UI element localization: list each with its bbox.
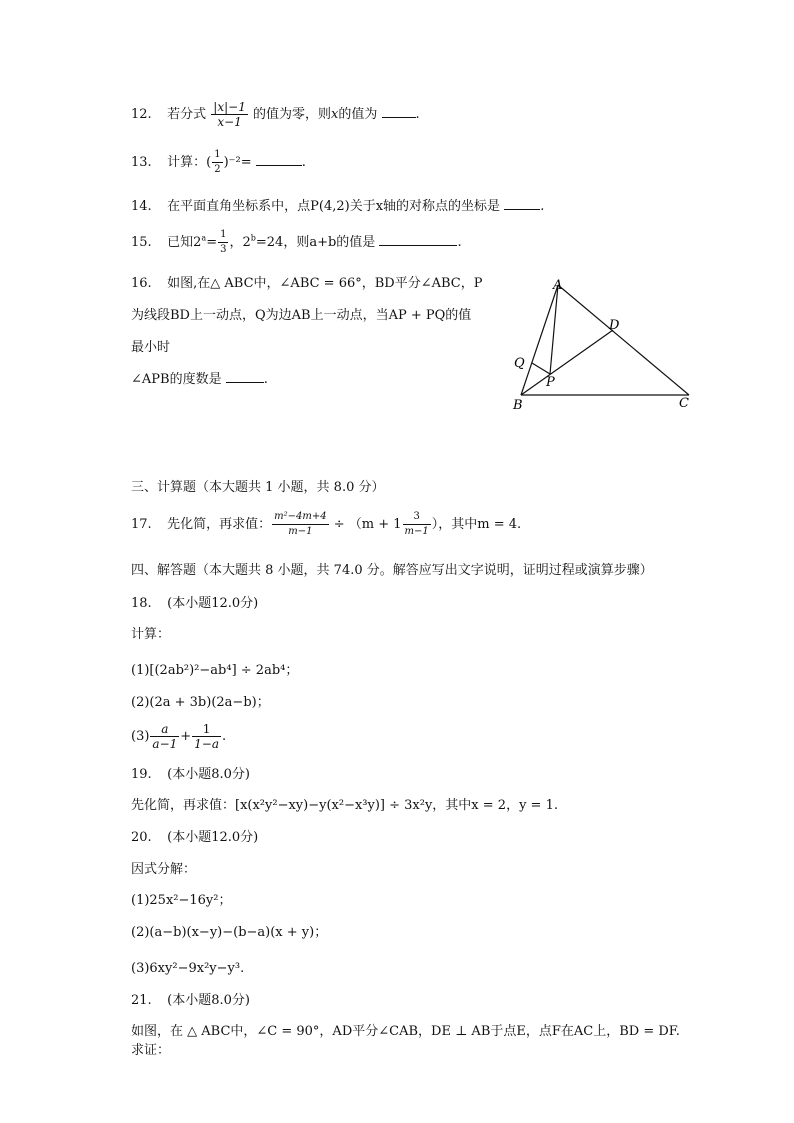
question-number: 13. (131, 155, 152, 170)
question-20-header: 20. (本小题12.0分) (131, 830, 259, 845)
question-18-header: 18. (本小题12.0分) (131, 596, 259, 611)
segment-pq (532, 363, 550, 374)
question-20-part-1: (1)25x²−16y²； (131, 893, 232, 908)
fraction: $\frac{a}{a-1}$ (152, 722, 178, 751)
question-16-line-3: 最小时 (131, 340, 171, 355)
question-19-header: 19. (本小题8.0分) (131, 767, 250, 782)
label-c: C (679, 396, 689, 411)
question-20-part-2: (2)(a−b)(x−y)−(b−a)(x + y)； (131, 925, 328, 940)
fraction: $\frac{3}{m-1}$ (404, 511, 429, 537)
question-17: 17. 先化简，再求值： $\frac{\text{m²−4m+4}}{m-1}$ ÷ （m + 1 $\frac{3}{m-1}$ ），其中m = 4. (131, 511, 522, 537)
question-19-text: 先化简，再求值：[x(x²y²−xy)−y(x²−x³y)] ÷ 3x²y，其中x = 2，y = 1. (131, 798, 558, 813)
question-16-line-2: 为线段BD上一动点，Q为边AB上一动点，当AP + PQ的值 (131, 308, 472, 323)
fraction: $\frac{\text{m²−4m+4}}{m-1}$ (274, 511, 327, 537)
question-20-part-3: (3)6xy²−9x²y−y³. (131, 961, 245, 976)
question-18-part-2: (2)(2a + 3b)(2a−b)； (131, 695, 270, 710)
answer-blank (379, 233, 457, 246)
question-14: 14. 在平面直角坐标系中，点P(4,2)关于x轴的对称点的坐标是 . (131, 199, 545, 214)
question-16-line-4: ∠APB的度数是 . (131, 372, 268, 387)
label-a: A (553, 278, 563, 293)
question-number: 15. (131, 235, 152, 250)
question-number: 17. (131, 517, 152, 532)
label-d: D (609, 318, 620, 333)
question-number: 12. (131, 107, 152, 122)
question-18-part-3: (3) $\frac{a}{a-1}$ + $\frac{1}{1-a}$ . (131, 722, 227, 751)
fraction: $\frac{|x|-1}{x-1}$ (213, 100, 246, 129)
question-16-line-1: 16. 如图,在△ ABC中，∠ABC = 66°，BD平分∠ABC，P (131, 276, 483, 291)
question-18-intro: 计算： (131, 627, 171, 642)
section-3-title: 三、计算题（本大题共 1 小题，共 8.0 分） (131, 480, 385, 495)
label-p: P (546, 375, 555, 390)
section-4-title: 四、解答题（本大题共 8 小题，共 74.0 分。解答应写出文字说明，证明过程或演算步骤） (131, 563, 653, 578)
label-q: Q (514, 356, 525, 371)
question-number: 16. (131, 276, 152, 291)
answer-blank (256, 153, 302, 166)
fraction: $\frac{1}{3}$ (220, 229, 227, 255)
question-number: 14. (131, 199, 152, 214)
answer-blank (504, 197, 540, 210)
answer-blank (226, 370, 264, 383)
question-20-intro: 因式分解： (131, 862, 197, 877)
question-21-header: 21. (本小题8.0分) (131, 993, 250, 1008)
question-21-line-2: 求证： (131, 1043, 171, 1058)
question-15: 15. 已知$2^a=$ $\frac{1}{3}$ ，$2^b=24$，则a+b的值是 . (131, 229, 462, 255)
question-number: 19. (131, 767, 152, 782)
label-b: B (513, 398, 523, 413)
triangle-figure (505, 275, 705, 420)
fraction: $\frac{1}{1-a}$ (194, 722, 220, 751)
segment-bd (521, 330, 613, 395)
question-number: 20. (131, 830, 152, 845)
answer-blank (382, 105, 416, 118)
question-13: 13. 计算：( $\frac{1}{2}$ )⁻²= . (131, 149, 306, 175)
segment-ac (558, 285, 689, 395)
question-21-line-1: 如图，在 △ ABC中，∠C = 90°，AD平分∠CAB，DE ⊥ AB于点E，点F在AC上，BD = DF. (131, 1024, 680, 1039)
question-number: 21. (131, 993, 152, 1008)
fraction: $\frac{1}{2}$ (214, 149, 221, 175)
question-12: 12. 若分式 $\frac{|x|-1}{x-1}$ 的值为零，则x的值为 . (131, 100, 420, 129)
question-18-part-1: (1)[(2ab²)²−ab⁴] ÷ 2ab⁴； (131, 663, 299, 678)
question-number: 18. (131, 596, 152, 611)
